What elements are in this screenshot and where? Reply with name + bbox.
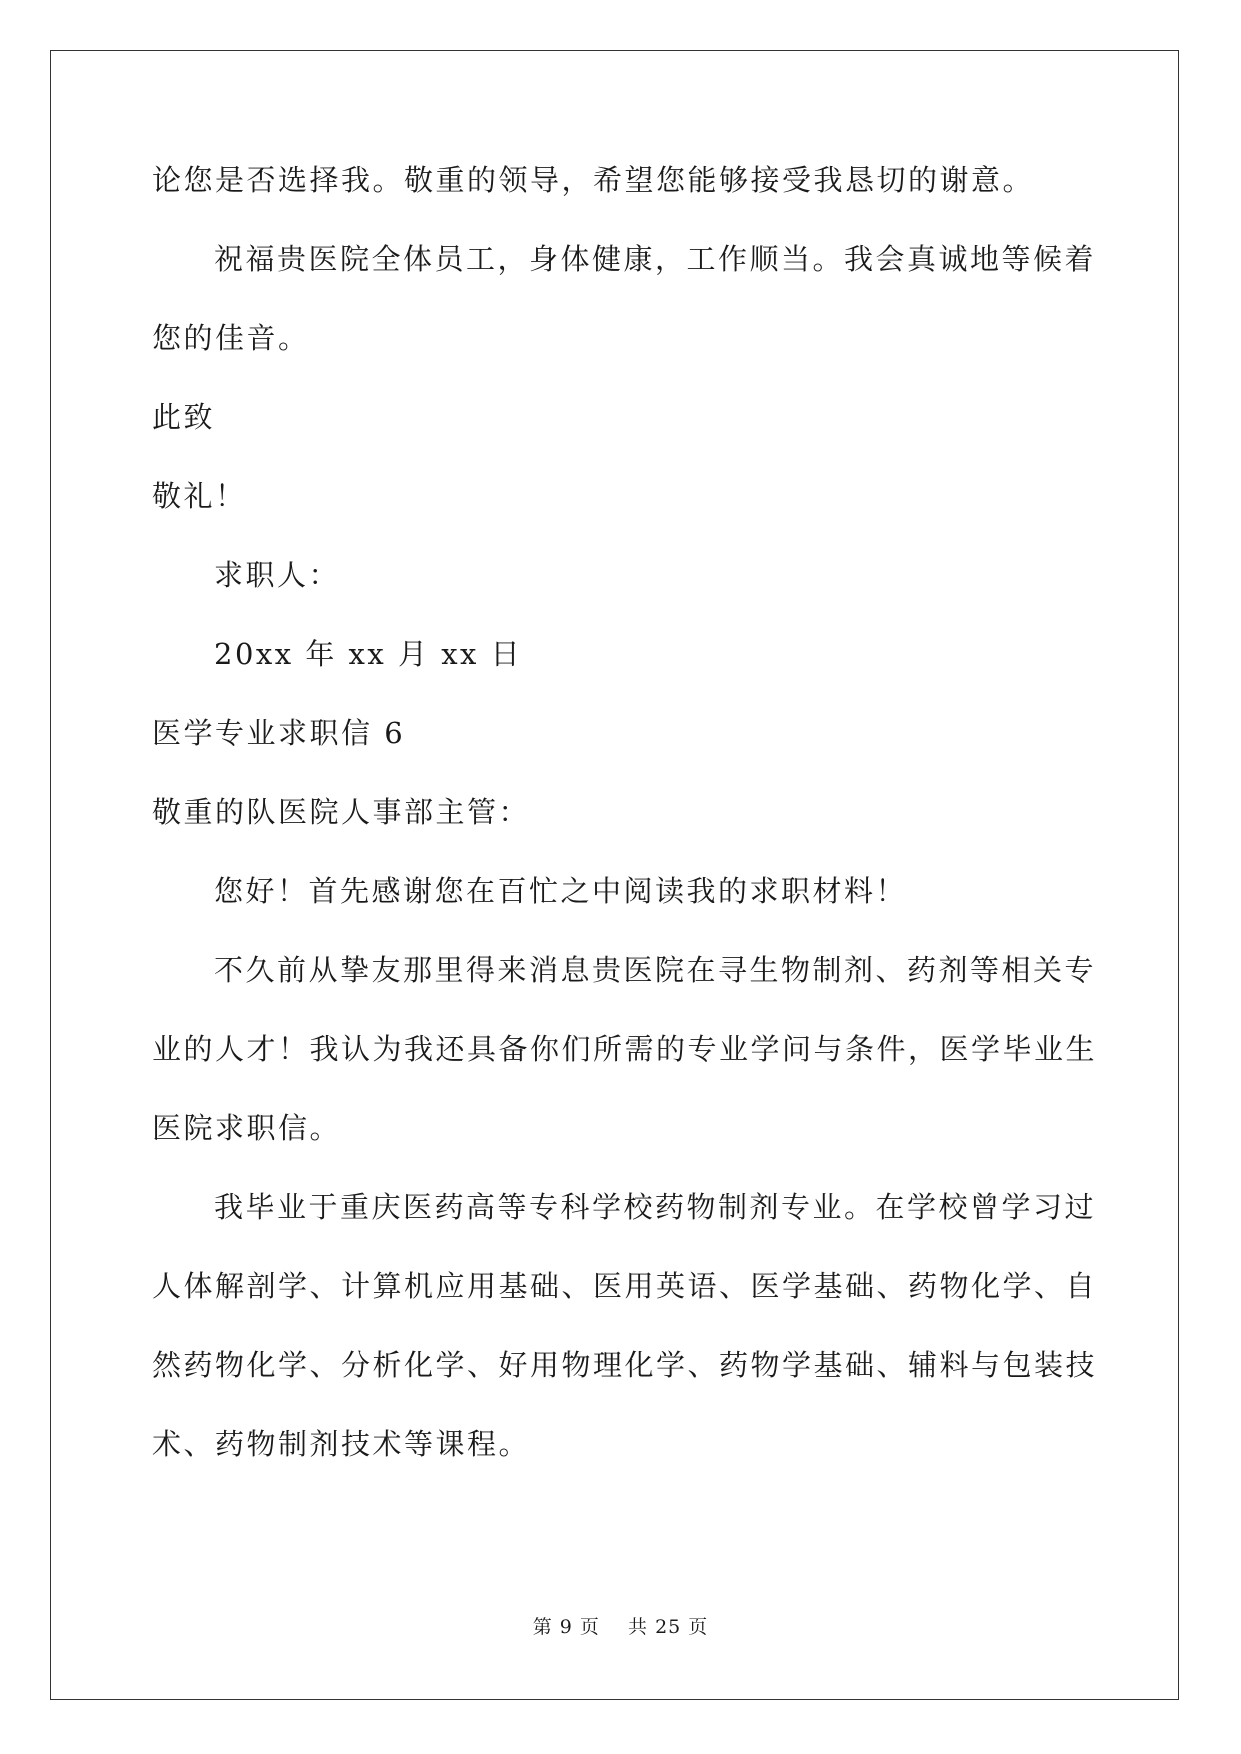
- text-line: 人体解剖学、计算机应用基础、医用英语、医学基础、药物化学、自: [152, 1269, 1098, 1303]
- text-line: 医院求职信。: [152, 1111, 342, 1145]
- section-title: 医学专业求职信 6: [152, 716, 406, 750]
- letter-greeting: 敬重的队医院人事部主管：: [152, 795, 531, 829]
- text-line: 我毕业于重庆医药高等专科学校药物制剂专业。在学校曾学习过: [214, 1190, 1097, 1224]
- text-line: 祝福贵医院全体员工，身体健康，工作顺当。我会真诚地等候着: [214, 242, 1097, 276]
- text-line: 您好！首先感谢您在百忙之中阅读我的求职材料！: [214, 874, 908, 908]
- text-line: 然药物化学、分析化学、好用物理化学、药物学基础、辅料与包装技: [152, 1348, 1098, 1382]
- text-line: 术、药物制剂技术等课程。: [152, 1427, 531, 1461]
- page-number-footer: 第 9 页 共 25 页: [532, 1616, 709, 1638]
- text-line: 您的佳音。: [152, 321, 310, 355]
- document-body: [152, 160, 1098, 1503]
- text-line: 论您是否选择我。敬重的领导，希望您能够接受我恳切的谢意。: [152, 163, 1035, 197]
- text-line: 不久前从挚友那里得来消息贵医院在寻生物制剂、药剂等相关专: [214, 953, 1097, 987]
- closing-regards: 敬礼！: [152, 479, 247, 513]
- signature-date: 20xx 年 xx 月 xx 日: [214, 637, 523, 671]
- closing-salutation: 此致: [152, 400, 216, 434]
- signature-applicant: 求职人：: [214, 558, 341, 592]
- text-line: 业的人才！我认为我还具备你们所需的专业学问与条件，医学毕业生: [152, 1032, 1098, 1066]
